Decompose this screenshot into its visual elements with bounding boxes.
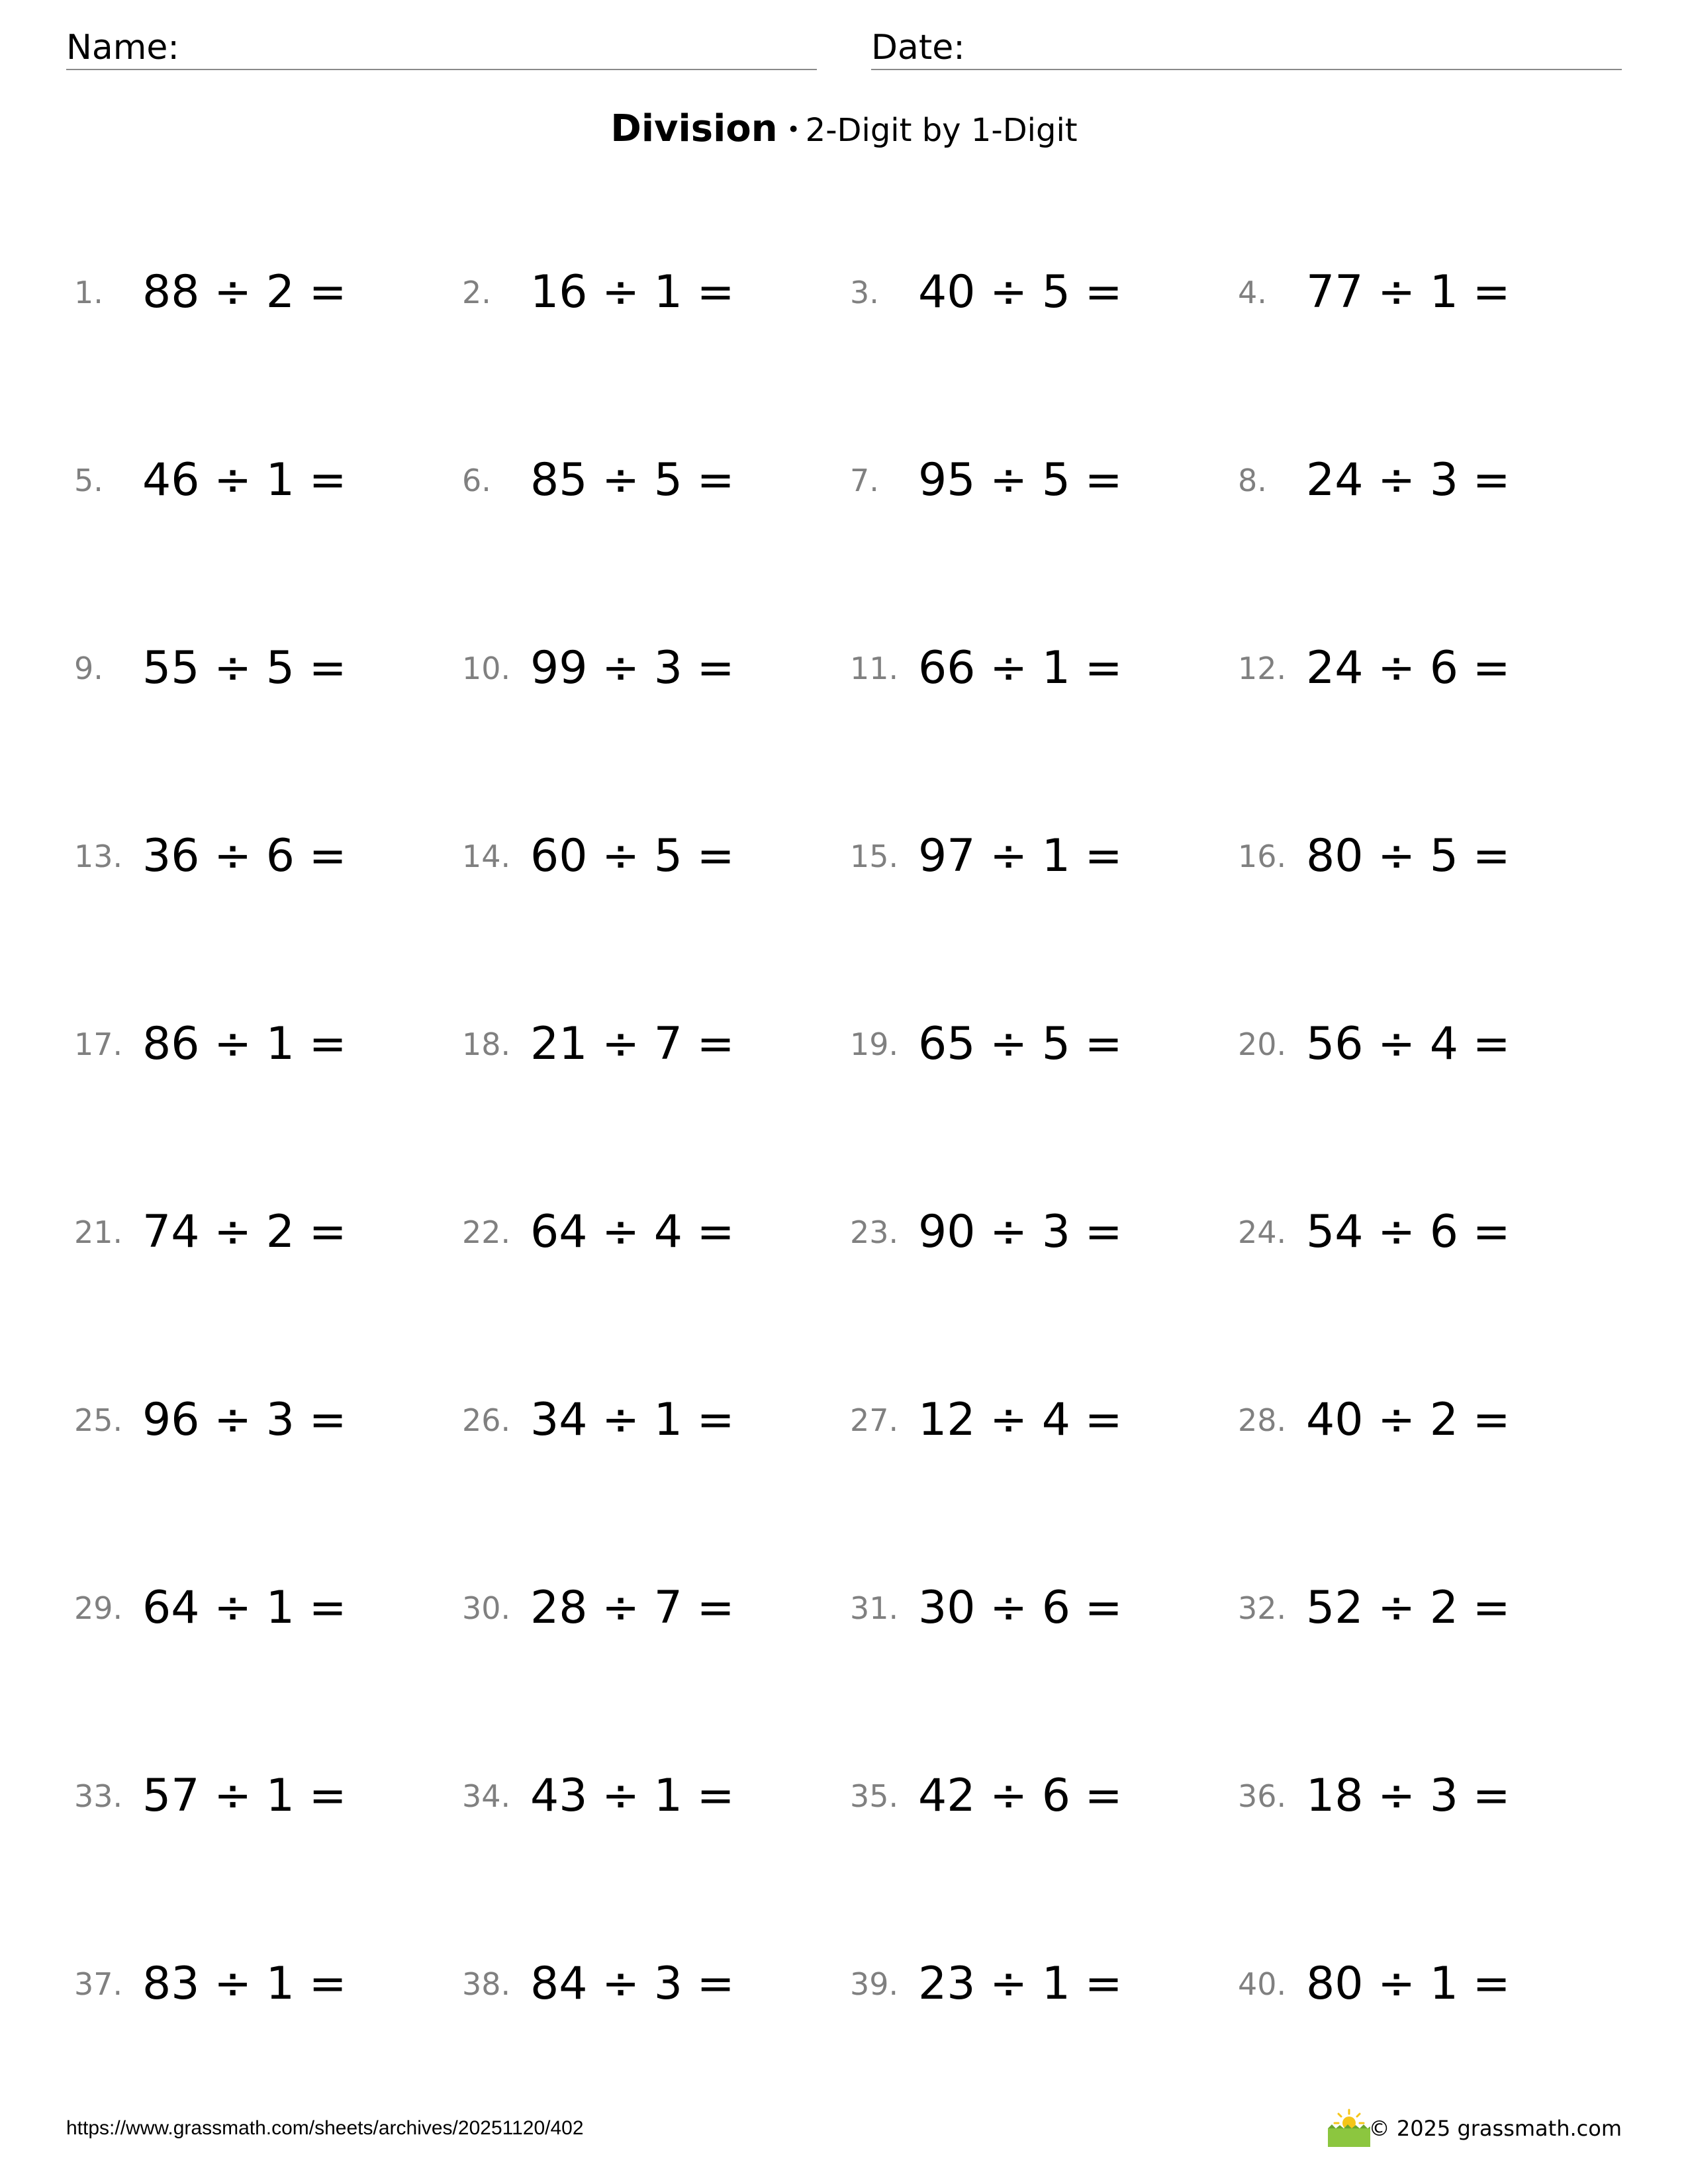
title-main: Division (610, 107, 778, 150)
problem-expression: 56 ÷ 4 = (1306, 1018, 1511, 1070)
problem-item (74, 1005, 445, 1084)
problem-number: 13. (74, 839, 123, 874)
problem-expression: 66 ÷ 1 = (918, 642, 1123, 694)
problem-expression: 34 ÷ 1 = (530, 1394, 735, 1446)
problem-expression: 43 ÷ 1 = (530, 1770, 735, 1822)
problem-number: 25. (74, 1402, 123, 1438)
problem-expression: 85 ÷ 5 = (530, 454, 735, 506)
problem-expression: 86 ÷ 1 = (142, 1018, 347, 1070)
problem-expression: 96 ÷ 3 = (142, 1394, 347, 1446)
problem-expression: 54 ÷ 6 = (1306, 1206, 1511, 1258)
problem-expression: 65 ÷ 5 = (918, 1018, 1123, 1070)
problem-number: 34. (462, 1778, 511, 1814)
problem-item (462, 253, 833, 332)
problem-expression: 24 ÷ 3 = (1306, 454, 1511, 506)
problem-number: 37. (74, 1966, 123, 2002)
problem-item (850, 441, 1221, 520)
problem-number: 29. (74, 1590, 123, 1626)
problem-number: 23. (850, 1214, 899, 1250)
problem-item (462, 441, 833, 520)
problem-expression: 95 ÷ 5 = (918, 454, 1123, 506)
title-separator: • (786, 116, 800, 143)
problem-item (462, 1193, 833, 1272)
problem-item (1238, 817, 1609, 896)
problem-number: 3. (850, 275, 879, 310)
problem-item (74, 441, 445, 520)
problem-number: 10. (462, 651, 511, 686)
problem-expression: 36 ÷ 6 = (142, 830, 347, 882)
problem-number: 20. (1238, 1026, 1287, 1062)
problem-item (1238, 441, 1609, 520)
problem-expression: 64 ÷ 1 = (142, 1582, 347, 1634)
problem-expression: 77 ÷ 1 = (1306, 266, 1511, 318)
problem-number: 22. (462, 1214, 511, 1250)
problem-item (462, 817, 833, 896)
problem-expression: 46 ÷ 1 = (142, 454, 347, 506)
problem-number: 24. (1238, 1214, 1287, 1250)
problem-item (1238, 1944, 1609, 2024)
problem-number: 21. (74, 1214, 123, 1250)
problem-expression: 30 ÷ 6 = (918, 1582, 1123, 1634)
problem-number: 40. (1238, 1966, 1287, 2002)
problem-expression: 23 ÷ 1 = (918, 1958, 1123, 2010)
problem-item (850, 817, 1221, 896)
problem-number: 5. (74, 463, 103, 498)
problem-expression: 12 ÷ 4 = (918, 1394, 1123, 1446)
problem-item (1238, 253, 1609, 332)
footer-copyright: © 2025 grassmath.com (1368, 2116, 1622, 2141)
name-label: Name: (66, 28, 179, 68)
problem-item (74, 1381, 445, 1460)
problem-item (850, 1569, 1221, 1648)
problem-number: 14. (462, 839, 511, 874)
problem-expression: 80 ÷ 1 = (1306, 1958, 1511, 2010)
date-label: Date: (871, 28, 965, 68)
problem-item (462, 1005, 833, 1084)
problem-number: 11. (850, 651, 899, 686)
problem-number: 38. (462, 1966, 511, 2002)
problem-expression: 28 ÷ 7 = (530, 1582, 735, 1634)
problem-number: 16. (1238, 839, 1287, 874)
problem-expression: 99 ÷ 3 = (530, 642, 735, 694)
grassmath-logo-icon (1327, 2107, 1372, 2148)
problem-expression: 60 ÷ 5 = (530, 830, 735, 882)
problem-expression: 97 ÷ 1 = (918, 830, 1123, 882)
problem-number: 9. (74, 651, 103, 686)
problem-expression: 80 ÷ 5 = (1306, 830, 1511, 882)
problem-expression: 90 ÷ 3 = (918, 1206, 1123, 1258)
problem-item (74, 629, 445, 708)
problem-item (74, 1193, 445, 1272)
problem-number: 26. (462, 1402, 511, 1438)
problem-item (850, 253, 1221, 332)
problem-expression: 21 ÷ 7 = (530, 1018, 735, 1070)
problem-item (74, 253, 445, 332)
problem-item (850, 629, 1221, 708)
problem-item (74, 1756, 445, 1836)
problem-item (1238, 1569, 1609, 1648)
problem-expression: 40 ÷ 5 = (918, 266, 1123, 318)
problem-item (462, 1756, 833, 1836)
problem-item (850, 1005, 1221, 1084)
problem-item (850, 1193, 1221, 1272)
problem-number: 4. (1238, 275, 1267, 310)
problem-item (462, 629, 833, 708)
title-subtitle: 2-Digit by 1-Digit (805, 112, 1078, 149)
problem-item (74, 1569, 445, 1648)
problem-item (74, 1944, 445, 2024)
problem-expression: 55 ÷ 5 = (142, 642, 347, 694)
problem-number: 30. (462, 1590, 511, 1626)
problem-number: 8. (1238, 463, 1267, 498)
problem-item (462, 1381, 833, 1460)
problem-number: 35. (850, 1778, 899, 1814)
problem-item (1238, 1381, 1609, 1460)
problem-number: 28. (1238, 1402, 1287, 1438)
problem-expression: 74 ÷ 2 = (142, 1206, 347, 1258)
problem-expression: 52 ÷ 2 = (1306, 1582, 1511, 1634)
problem-item (1238, 1756, 1609, 1836)
problem-number: 12. (1238, 651, 1287, 686)
problem-expression: 16 ÷ 1 = (530, 266, 735, 318)
problem-expression: 64 ÷ 4 = (530, 1206, 735, 1258)
problem-item (850, 1944, 1221, 2024)
problem-number: 2. (462, 275, 491, 310)
problem-number: 31. (850, 1590, 899, 1626)
problem-number: 33. (74, 1778, 123, 1814)
problem-expression: 40 ÷ 2 = (1306, 1394, 1511, 1446)
problem-number: 17. (74, 1026, 123, 1062)
problem-expression: 24 ÷ 6 = (1306, 642, 1511, 694)
problem-number: 27. (850, 1402, 899, 1438)
problem-expression: 84 ÷ 3 = (530, 1958, 735, 2010)
problem-number: 36. (1238, 1778, 1287, 1814)
problem-expression: 83 ÷ 1 = (142, 1958, 347, 2010)
problem-number: 19. (850, 1026, 899, 1062)
problem-expression: 18 ÷ 3 = (1306, 1770, 1511, 1822)
problem-item (850, 1756, 1221, 1836)
problem-item (74, 817, 445, 896)
grass-icon (1328, 2128, 1370, 2147)
problem-item (850, 1381, 1221, 1460)
problem-number: 6. (462, 463, 491, 498)
problem-number: 32. (1238, 1590, 1287, 1626)
problem-item (1238, 1005, 1609, 1084)
problem-number: 18. (462, 1026, 511, 1062)
footer-url[interactable]: https://www.grassmath.com/sheets/archives/20251120/402 (66, 2117, 584, 2139)
problem-number: 39. (850, 1966, 899, 2002)
problem-number: 7. (850, 463, 879, 498)
problem-expression: 57 ÷ 1 = (142, 1770, 347, 1822)
problem-item (1238, 629, 1609, 708)
problem-expression: 88 ÷ 2 = (142, 266, 347, 318)
problem-number: 15. (850, 839, 899, 874)
problem-item (462, 1944, 833, 2024)
problem-item (462, 1569, 833, 1648)
problem-number: 1. (74, 275, 103, 310)
problem-item (1238, 1193, 1609, 1272)
problem-expression: 42 ÷ 6 = (918, 1770, 1123, 1822)
